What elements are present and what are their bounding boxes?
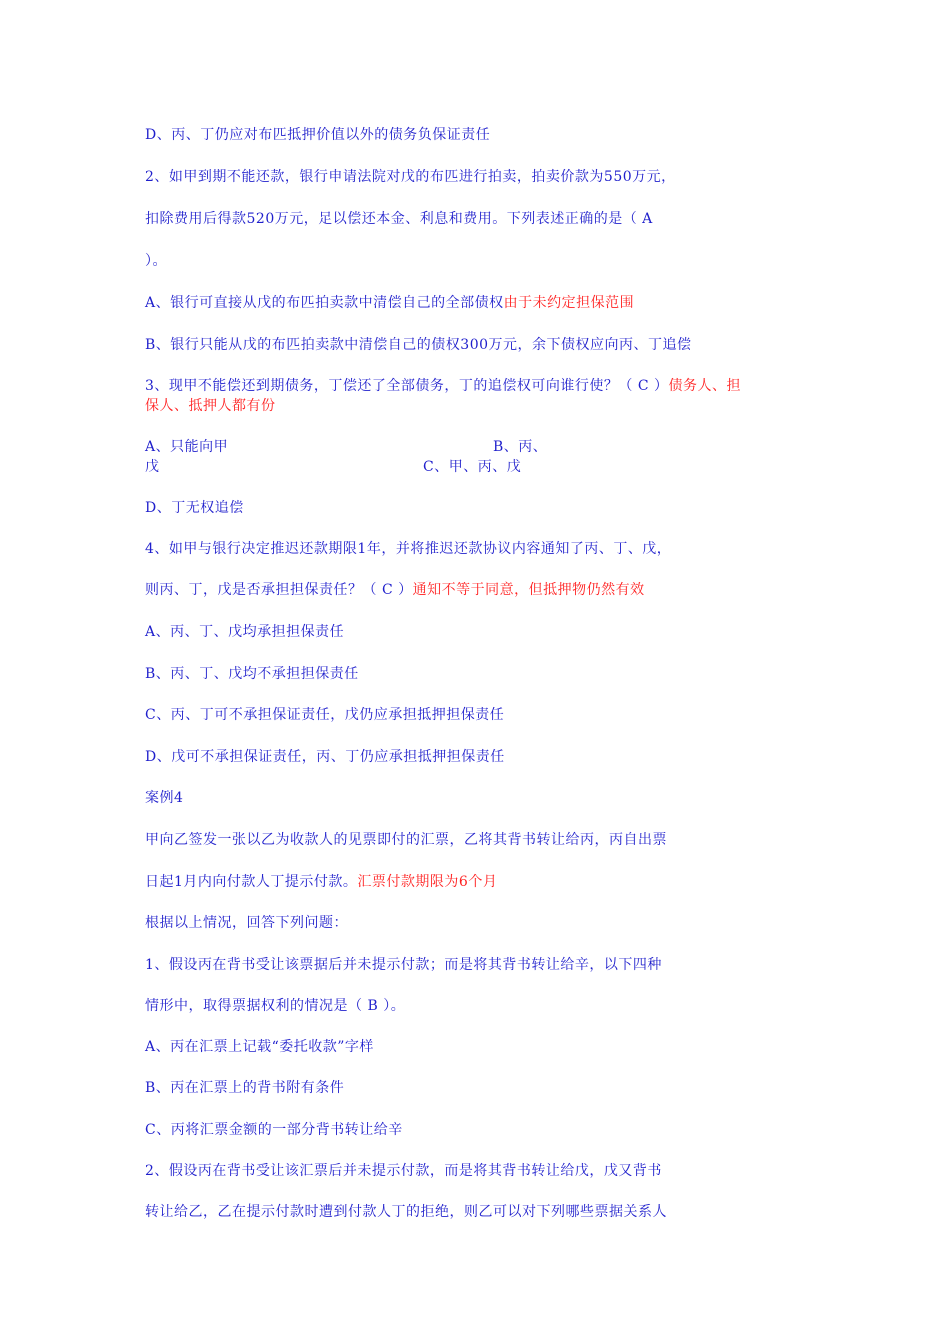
question-3-note-cont: 保人、抵押人都有份 xyxy=(145,398,276,414)
case-note: 汇票付款期限为6个月 xyxy=(357,874,498,890)
question-3-line-1 xyxy=(145,376,741,396)
question-2-line-2: 扣除费用后得款520万元，足以偿还本金、利息和费用。下列表述正确的是（ A xyxy=(145,211,653,227)
case-heading: 案例4 xyxy=(145,790,184,806)
instruction: 根据以上情况，回答下列问题： xyxy=(145,915,348,931)
option-a-q2 xyxy=(145,293,634,313)
case-q1-option-a: A、丙在汇票上记载“委托收款”字样 xyxy=(145,1039,374,1055)
question-2-line-1: 2、如甲到期不能还款，银行申请法院对戊的布匹进行拍卖，拍卖价款为550万元， xyxy=(145,169,676,185)
question-text: 3、现甲不能偿还到期债务，丁偿还了全部债务，丁的追偿权可向谁行使？（ C ） xyxy=(145,378,669,394)
case-text: 日起1月内向付款人丁提示付款。 xyxy=(145,874,358,890)
question-4-line-2 xyxy=(145,580,645,600)
answer-note: 由于未约定担保范围 xyxy=(503,295,635,311)
case-q2-line-2: 转让给乙，乙在提示付款时遭到付款人丁的拒绝，则乙可以对下列哪些票据关系人 xyxy=(145,1204,667,1220)
question-4-line-1: 4、如甲与银行决定推迟还款期限1年，并将推迟还款协议内容通知了丙、丁、戊， xyxy=(145,541,672,557)
question-text: 则丙、丁，戊是否承担担保责任？（ C ） xyxy=(145,582,413,598)
answer-note: 通知不等于同意，但抵押物仍然有效 xyxy=(412,582,645,598)
case-q1-line-2: 情形中，取得票据权利的情况是（ B ）。 xyxy=(145,998,406,1014)
option-b-q3-cont: 戊 xyxy=(145,459,160,475)
option-a-q3: A、只能向甲 xyxy=(145,439,229,455)
option-b-q2: B、银行只能从戊的布匹拍卖款中清偿自己的债权300万元，余下债权应向丙、丁追偿 xyxy=(145,337,692,353)
option-b-q4: B、丙、丁、戊均不承担担保责任 xyxy=(145,666,359,682)
case-q2-line-1: 2、假设丙在背书受让该汇票后并未提示付款，而是将其背书转让给戊，戊又背书 xyxy=(145,1163,662,1179)
option-text: A、银行可直接从戊的布匹拍卖款中清偿自己的全部债权 xyxy=(145,295,504,311)
option-c-q4: C、丙、丁可不承担保证责任，戊仍应承担抵押担保责任 xyxy=(145,707,505,723)
option-a-q4: A、丙、丁、戊均承担担保责任 xyxy=(145,624,345,640)
case-q1-line-1: 1、假设丙在背书受让该票据后并未提示付款；而是将其背书转让给辛，以下四种 xyxy=(145,957,662,973)
case-q1-option-c: C、丙将汇票金额的一部分背书转让给辛 xyxy=(145,1122,403,1138)
option-d-q3: D、丁无权追偿 xyxy=(145,500,244,516)
option-d-q1: D、丙、丁仍应对布匹抵押价值以外的债务负保证责任 xyxy=(145,127,491,143)
option-d-q4: D、戊可不承担保证责任，丙、丁仍应承担抵押担保责任 xyxy=(145,749,505,765)
question-2-line-3: ）。 xyxy=(145,253,167,269)
option-c-q3: C、甲、丙、戊 xyxy=(423,459,522,475)
case-paragraph-line-2 xyxy=(145,872,497,892)
case-q1-option-b: B、丙在汇票上的背书附有条件 xyxy=(145,1080,345,1096)
case-paragraph-line-1: 甲向乙签发一张以乙为收款人的见票即付的汇票，乙将其背书转让给丙，丙自出票 xyxy=(145,832,667,848)
option-b-q3: B、丙、 xyxy=(493,439,548,455)
answer-note: 债务人、担 xyxy=(668,378,742,394)
